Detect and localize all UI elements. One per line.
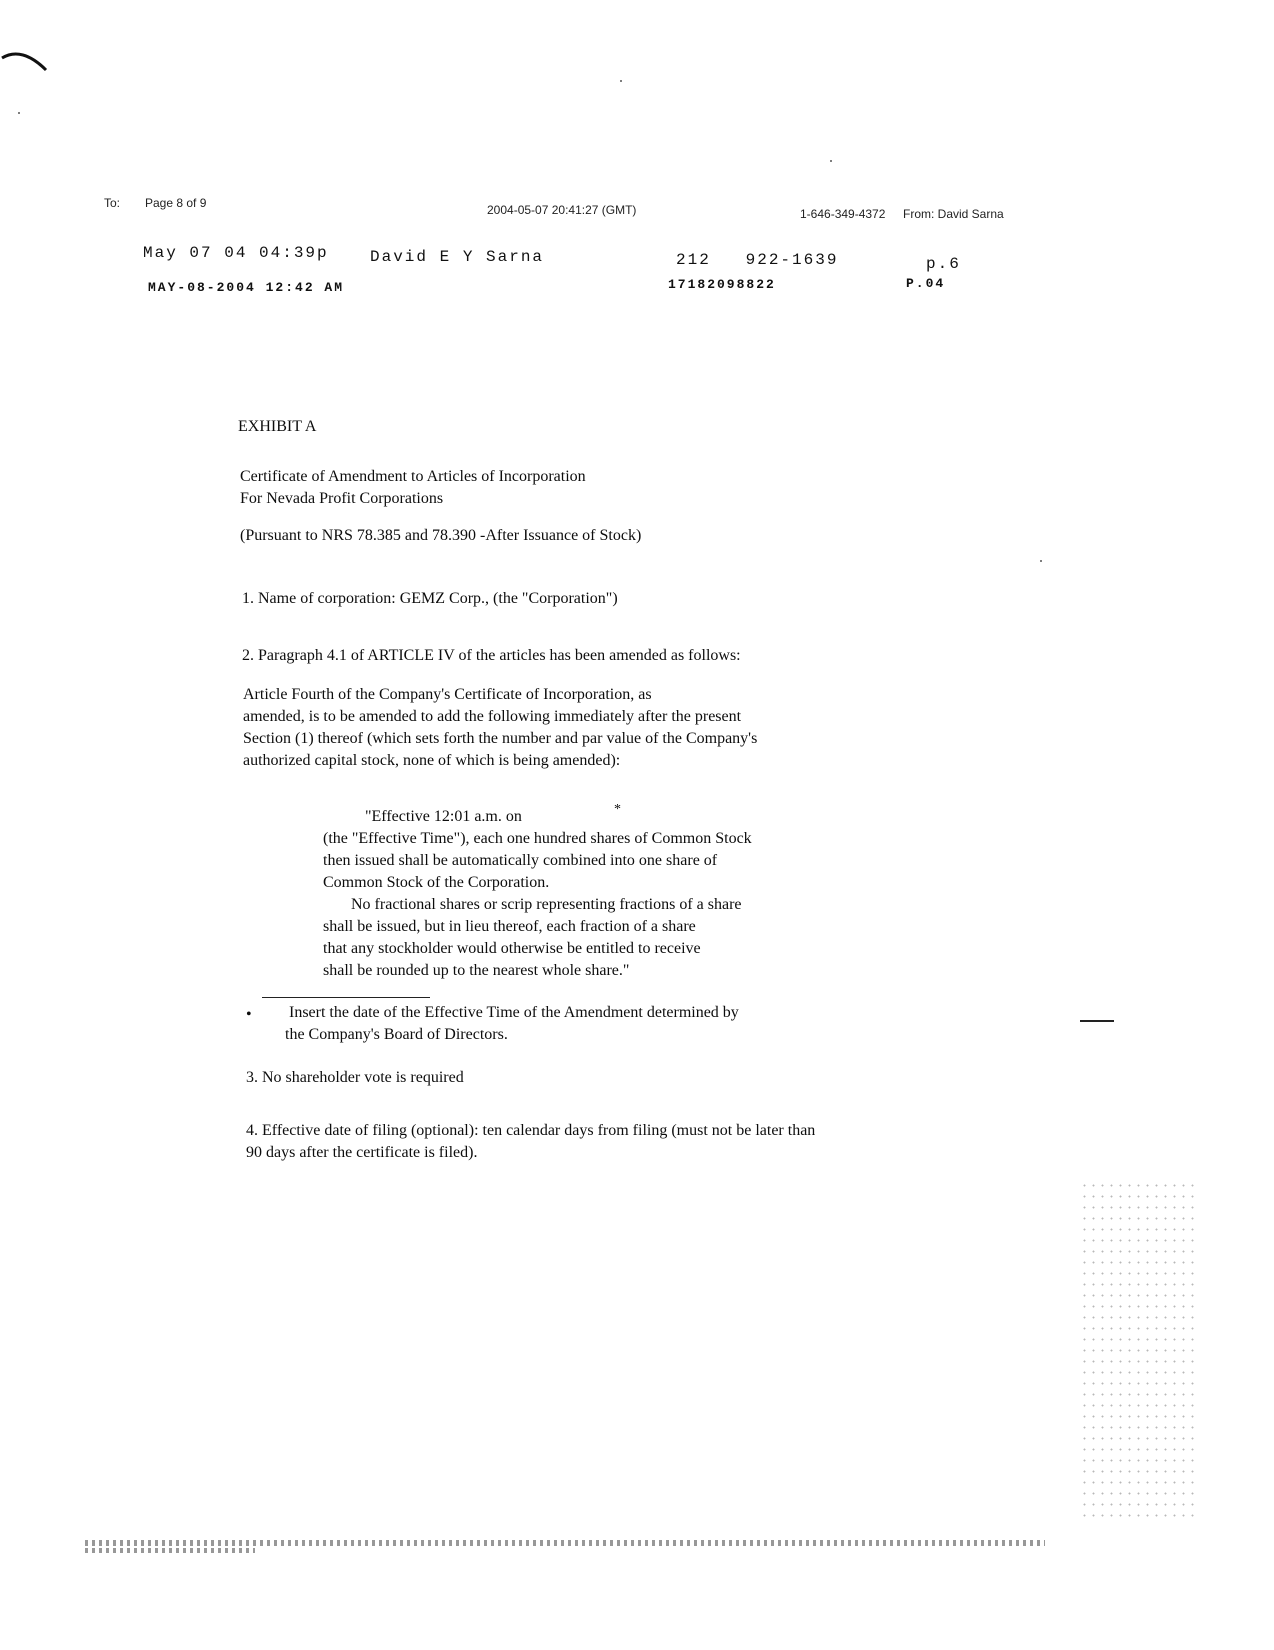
scan-bottom-edge <box>85 1540 1045 1546</box>
fax-page-count: Page 8 of 9 <box>145 196 207 210</box>
scan-mark <box>0 40 60 80</box>
scan-bottom-edge-2 <box>85 1548 255 1553</box>
article-line: amended, is to be amended to add the following immediately after the present <box>243 708 742 725</box>
article-line: Section (1) thereof (which sets forth the number and par value of the Company's <box>243 730 758 747</box>
stamp2-number: 17182098822 <box>668 277 776 292</box>
fax-timestamp: 2004-05-07 20:41:27 (GMT) <box>487 203 637 217</box>
item-3: 3. No shareholder vote is required <box>246 1069 464 1086</box>
certificate-title-line-1: Certificate of Amendment to Articles of Incorporation <box>240 468 586 485</box>
exhibit-title: EXHIBIT A <box>238 418 317 435</box>
pursuant-note: (Pursuant to NRS 78.385 and 78.390 -After Issuance of Stock) <box>240 527 642 544</box>
scan-dash <box>1080 1020 1114 1022</box>
speck <box>18 112 20 114</box>
quote-line: that any stockholder would otherwise be entitled to receive <box>323 940 701 957</box>
quote-line: "Effective 12:01 a.m. on <box>365 808 522 825</box>
fax-from: From: David Sarna <box>903 207 1004 221</box>
speck <box>1040 560 1042 562</box>
item-4 <box>246 1120 815 1164</box>
stamp-sender: David E Y Sarna <box>370 248 545 266</box>
stamp2-page: P.04 <box>906 276 946 291</box>
amendment-quote <box>323 806 752 982</box>
article-text <box>243 684 757 772</box>
article-line: Article Fourth of the Company's Certificate of Incorporation, as <box>243 686 652 703</box>
asterisk-marker: * <box>614 802 621 817</box>
quote-line: then issued shall be automatically combined into one share of <box>323 852 718 869</box>
footnote-line: the Company's Board of Directors. <box>285 1026 508 1043</box>
certificate-title <box>240 466 586 510</box>
footnote-bullet: • <box>246 1006 252 1023</box>
fax-to-label: To: <box>104 196 121 210</box>
speck <box>620 80 622 82</box>
item-4-line: 4. Effective date of filing (optional): ten calendar days from filing (must not be later than <box>246 1122 816 1139</box>
fax-phone: 1-646-349-4372 <box>800 207 886 221</box>
article-line: authorized capital stock, none of which is being amended): <box>243 752 621 769</box>
item-1: 1. Name of corporation: GEMZ Corp., (the "Corporation") <box>242 590 618 607</box>
item-2: 2. Paragraph 4.1 of ARTICLE IV of the articles has been amended as follows: <box>242 647 741 664</box>
certificate-title-line-2: For Nevada Profit Corporations <box>240 490 444 507</box>
quote-line: shall be issued, but in lieu thereof, each fraction of a share <box>323 918 696 935</box>
footnote-line: Insert the date of the Effective Time of the Amendment determined by <box>289 1004 739 1021</box>
stamp-datetime: May 07 04 04:39p <box>143 244 329 262</box>
footnote-rule <box>262 997 430 998</box>
quote-line: No fractional shares or scrip representing fractions of a share <box>351 896 742 913</box>
stamp-page: p.6 <box>926 255 961 273</box>
speck <box>830 160 832 162</box>
quote-line: shall be rounded up to the nearest whole share." <box>323 962 630 979</box>
item-4-line: 90 days after the certificate is filed). <box>246 1144 478 1161</box>
quote-line: (the "Effective Time"), each one hundred shares of Common Stock <box>323 830 752 847</box>
scan-noise <box>1080 1180 1200 1520</box>
footnote <box>285 1002 739 1046</box>
stamp2-datetime: MAY-08-2004 12:42 AM <box>148 280 345 295</box>
quote-line: Common Stock of the Corporation. <box>323 874 550 891</box>
stamp-phone: 212 922-1639 <box>676 251 839 269</box>
